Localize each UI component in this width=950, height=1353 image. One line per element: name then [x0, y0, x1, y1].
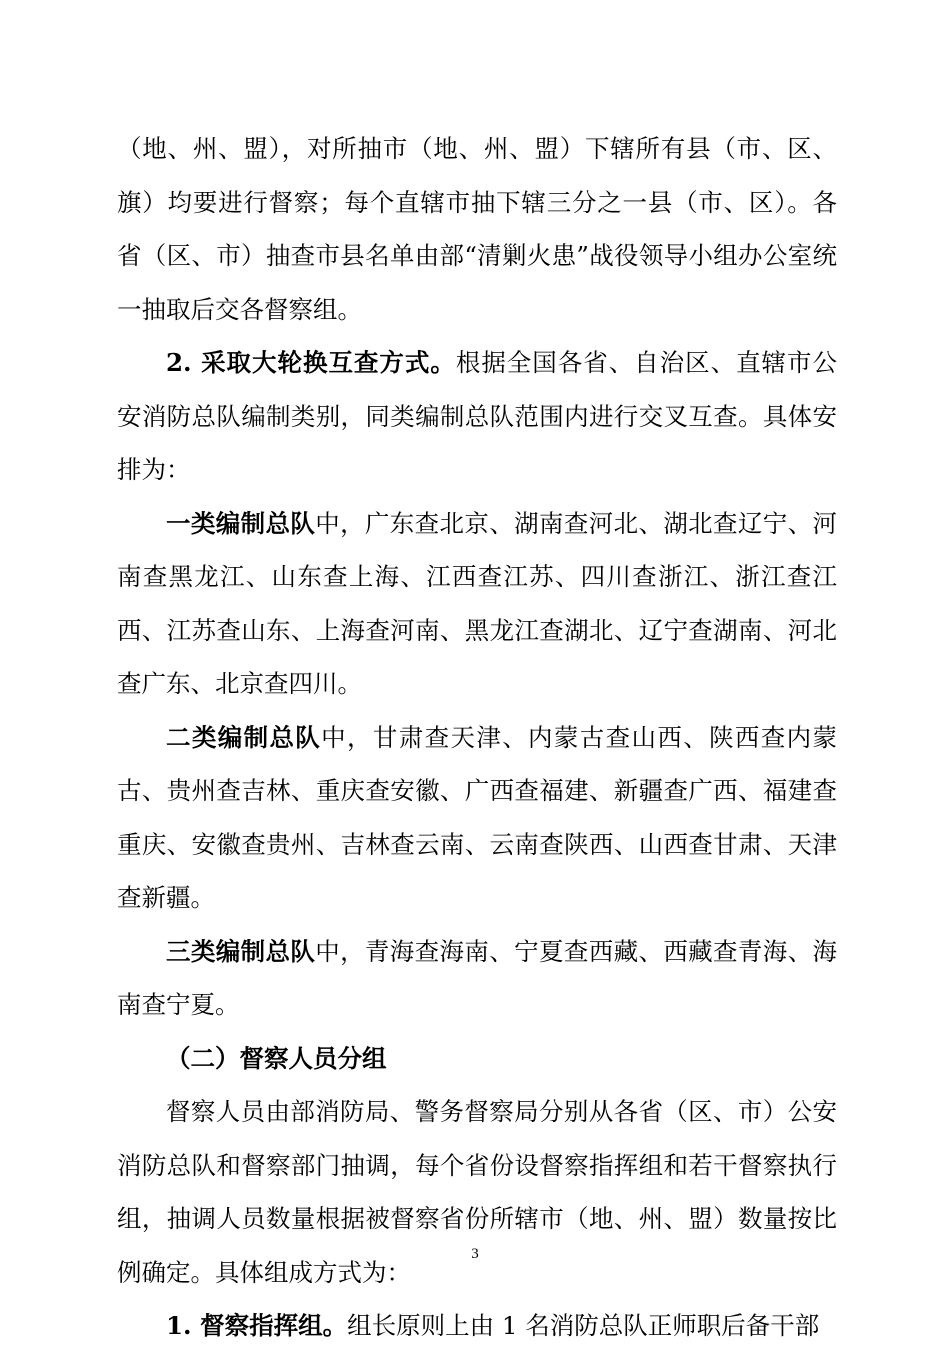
- paragraph-lead: 二类编制总队: [166, 722, 322, 752]
- paragraph-text: 中，甘肃查天津、内蒙古查山西、陕西查内蒙古、贵州查吉林、重庆查安徽、广西查福建、新疆查广西、福建查重庆、安徽查贵州、吉林查云南、云南查陕西、山西查甘肃、天津查新疆。: [117, 722, 838, 912]
- paragraph-text: （地、州、盟），对所抽市（地、州、盟）下辖所有县（市、区、旗）均要进行督察；每个直辖市抽下辖三分之一县（市、区）。各省（区、市）抽查市县名单由部“清剿火患”战役领导小组办公室统一抽取后交各督察组。: [117, 134, 837, 324]
- paragraph-text: 督察人员由部消防局、警务督察局分别从各省（区、市）公安消防总队和督察部门抽调，每个省份设督察指挥组和若干督察执行组，抽调人员数量根据被督察省份所辖市（地、州、盟）数量按比例确定。具体组成方式为：: [117, 1097, 837, 1287]
- paragraph-text: 组长原则上由 1 名消防总队正师职后备干部: [347, 1311, 820, 1340]
- paragraph-class-one: [117, 497, 837, 711]
- page-number: 3: [471, 1246, 479, 1262]
- paragraph-lead: 1. 督察指挥组。: [166, 1311, 348, 1340]
- paragraph-lead: 三类编制总队: [166, 936, 316, 966]
- paragraph-text: 中，青海查海南、宁夏查西藏、西藏查青海、海南查宁夏。: [117, 936, 838, 1019]
- paragraph-class-three: [117, 925, 837, 1032]
- paragraph-class-two: [117, 711, 837, 925]
- paragraph-lead: 一类编制总队: [166, 508, 316, 538]
- paragraph-text: 根据全国各省、自治区、直辖市公安消防总队编制类别，同类编制总队范围内进行交叉互查。具体安排为：: [117, 348, 838, 484]
- paragraph-rotation-method: [117, 336, 837, 497]
- paragraph-command-group: [117, 1299, 837, 1353]
- paragraph-continuation: [117, 122, 837, 336]
- section-heading: （二）督察人员分组: [166, 1043, 387, 1073]
- body-text: [117, 122, 837, 1353]
- paragraph-lead: 2. 采取大轮换互查方式。: [166, 348, 456, 377]
- paragraph-personnel: [117, 1085, 837, 1299]
- paragraph-text: 中，广东查北京、湖南查河北、湖北查辽宁、河南查黑龙江、山东查上海、江西查江苏、四川查浙江、浙江查江西、江苏查山东、上海查河南、黑龙江查湖北、辽宁查湖南、河北查广东、北京查四川。: [117, 508, 838, 698]
